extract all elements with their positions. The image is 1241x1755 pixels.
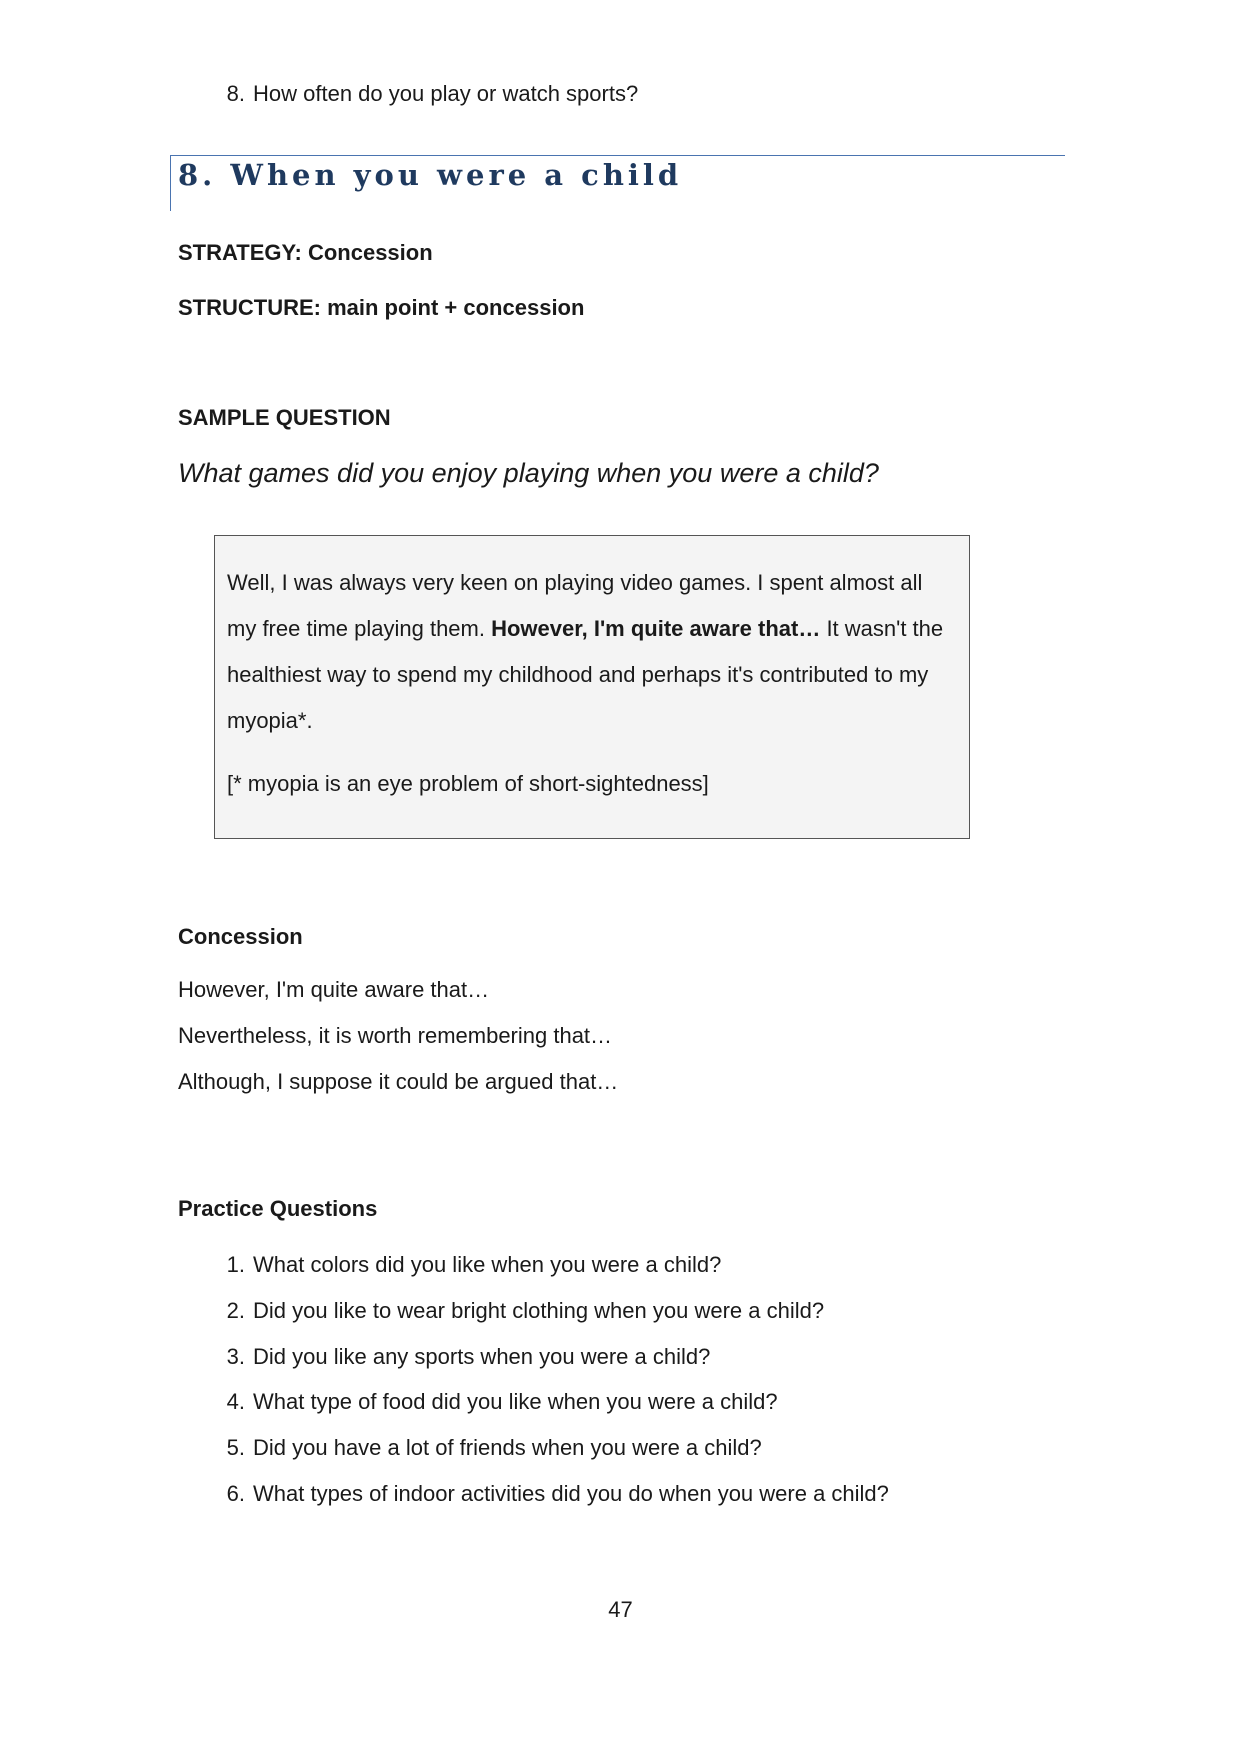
list-item-text: How often do you play or watch sports?	[253, 81, 639, 106]
answer-bold-phrase: However, I'm quite aware that…	[491, 616, 821, 641]
concession-phrase: Nevertheless, it is worth remembering that…	[178, 1023, 613, 1048]
list-item	[0, 1433, 1241, 1463]
concession-label: Concession	[178, 924, 303, 949]
strategy-label: STRATEGY: Concession	[178, 240, 433, 265]
list-item	[0, 79, 1241, 109]
answer-text-part1: Well, I was always very keen on playing video games. I spent almost all my free time playing them.	[227, 570, 923, 641]
list-item-text: Did you like to wear bright clothing when you were a child?	[253, 1298, 825, 1323]
sample-answer-box	[214, 535, 970, 839]
answer-text-part2: It wasn't the healthiest way to spend my childhood and perhaps it's contributed to my myopia*.	[227, 616, 944, 733]
section-heading: 8. When you were a child	[178, 158, 683, 192]
heading-rule-left	[170, 155, 171, 211]
list-item-number: 8.	[226, 81, 245, 106]
structure-label: STRUCTURE: main point + concession	[178, 295, 585, 320]
list-item-number: 1.	[226, 1252, 245, 1277]
list-item-text: Did you have a lot of friends when you were a child?	[253, 1435, 762, 1460]
list-item-text: What types of indoor activities did you do when you were a child?	[253, 1481, 889, 1506]
list-item-text: What colors did you like when you were a child?	[253, 1252, 722, 1277]
practice-questions-label: Practice Questions	[178, 1196, 378, 1221]
list-item-number: 2.	[226, 1298, 245, 1323]
list-item-number: 5.	[226, 1435, 245, 1460]
list-item-text: What type of food did you like when you were a child?	[253, 1389, 778, 1414]
list-item	[0, 1387, 1241, 1417]
list-item	[0, 1342, 1241, 1372]
sample-question: What games did you enjoy playing when you were a child?	[178, 458, 879, 488]
list-item-text: Did you like any sports when you were a child?	[253, 1344, 711, 1369]
heading-rule-top	[170, 155, 1065, 156]
concession-phrase: However, I'm quite aware that…	[178, 977, 490, 1002]
list-item-number: 4.	[226, 1389, 245, 1414]
sample-answer-text	[227, 560, 957, 744]
list-item	[0, 1296, 1241, 1326]
concession-phrase: Although, I suppose it could be argued that…	[178, 1069, 619, 1094]
answer-footnote: [* myopia is an eye problem of short-sightedness]	[227, 771, 709, 796]
page-number: 47	[608, 1597, 633, 1622]
list-item	[0, 1479, 1241, 1509]
list-item-number: 6.	[226, 1481, 245, 1506]
list-item-number: 3.	[226, 1344, 245, 1369]
sample-question-label: SAMPLE QUESTION	[178, 405, 391, 430]
list-item	[0, 1250, 1241, 1280]
